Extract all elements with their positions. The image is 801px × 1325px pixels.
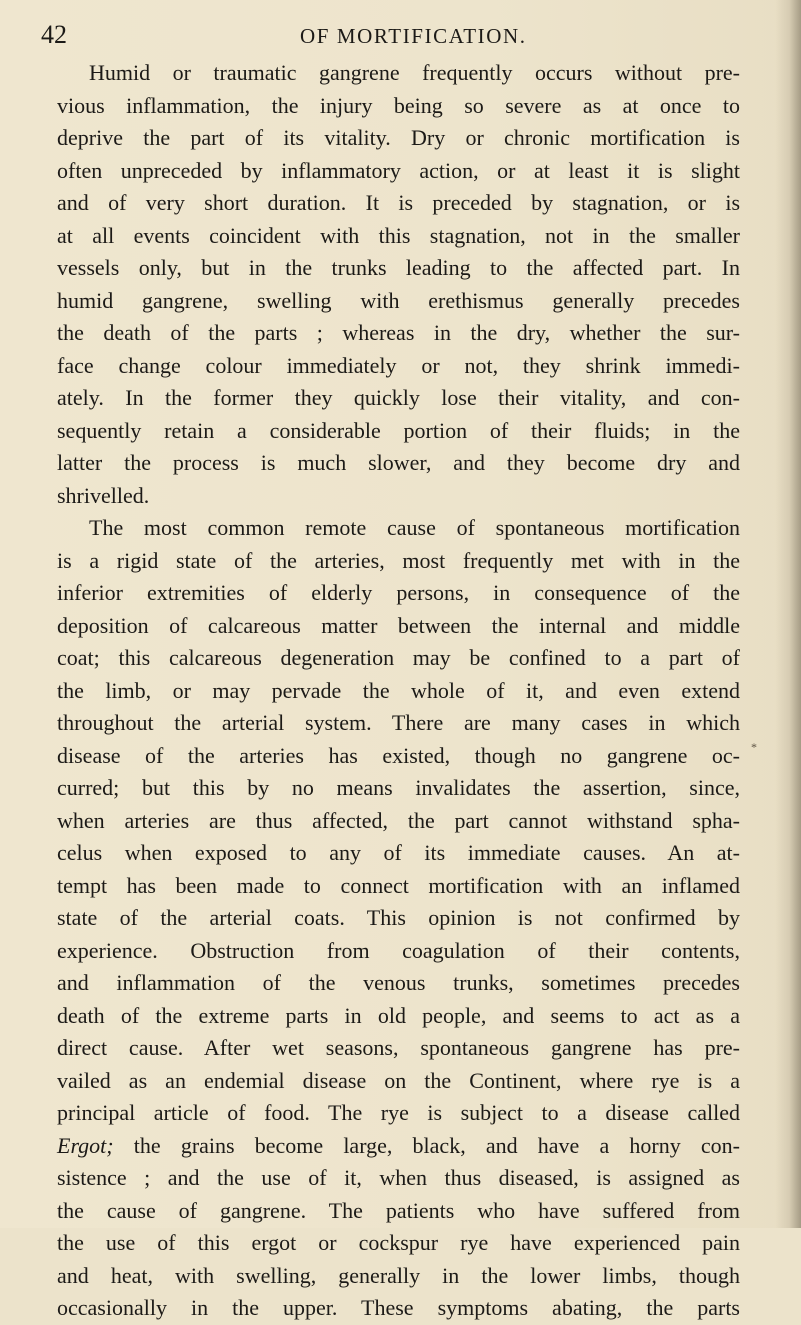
text-line: coat; this calcareous degeneration may be confined to a part of (57, 645, 740, 670)
text-line: vious inflammation, the injury being so severe as at once to (57, 92, 740, 118)
text-line: and of very short duration. It is preceded by stagnation, or is (57, 190, 740, 215)
body-text (57, 57, 740, 1325)
text-line: occasionally in the upper. These symptoms abating, the parts (57, 1295, 740, 1320)
page-edge-shadow (775, 0, 801, 1228)
text-line: sequently retain a considerable portion of their fluids; in the (57, 417, 740, 443)
text-line: direct cause. After wet seasons, spontaneous gangrene has pre- (57, 1035, 740, 1060)
text-line: throughout the arterial system. There are many cases in which (57, 710, 740, 735)
text-line: death of the extreme parts in old people, and seems to act as a (57, 1002, 740, 1028)
text-line: celus when exposed to any of its immediate causes. An at- (57, 840, 740, 865)
marginal-asterisk: * (751, 740, 757, 754)
text-line: Ergot; the grains become large, black, and have a horny con- (57, 1132, 740, 1158)
text-line: the death of the parts ; whereas in the dry, whether the sur- (57, 320, 740, 345)
text-line: at all events coincident with this stagnation, not in the smaller (57, 222, 740, 248)
text-line: disease of the arteries has existed, though no gangrene oc- (57, 742, 740, 768)
running-head: OF MORTIFICATION. (300, 24, 527, 48)
text-line: curred; but this by no means invalidates the assertion, since, (57, 775, 740, 800)
text-line: is a rigid state of the arteries, most frequently met with in the (57, 547, 740, 573)
text-line: The most common remote cause of spontaneous mortification (89, 515, 740, 540)
text-line: humid gangrene, swelling with erethismus generally precedes (57, 287, 740, 313)
text-line: the use of this ergot or cockspur rye have experienced pain (57, 1230, 740, 1255)
text-line: Humid or traumatic gangrene frequently occurs without pre- (89, 60, 740, 85)
text-line: when arteries are thus affected, the part cannot withstand spha- (57, 807, 740, 833)
page-number: 42 (41, 20, 67, 49)
text-line: and heat, with swelling, generally in the lower limbs, though (57, 1262, 740, 1288)
text-line: shrivelled. (57, 482, 150, 508)
text-line: and inflammation of the venous trunks, sometimes precedes (57, 970, 740, 995)
page-header (0, 20, 801, 60)
text-line: the limb, or may pervade the whole of it, and even extend (57, 677, 740, 703)
text-line: sistence ; and the use of it, when thus diseased, is assigned as (57, 1165, 740, 1190)
text-line: deprive the part of its vitality. Dry or chronic mortification is (57, 125, 740, 150)
text-line: vailed as an endemial disease on the Continent, where rye is a (57, 1067, 740, 1093)
text-line: the cause of gangrene. The patients who have suffered from (57, 1197, 740, 1223)
text-line: experience. Obstruction from coagulation of their contents, (57, 937, 740, 963)
text-line: face change colour immediately or not, they shrink immedi- (57, 352, 740, 378)
text-line: inferior extremities of elderly persons, in consequence of the (57, 580, 740, 605)
text-line: latter the process is much slower, and they become dry and (57, 450, 740, 475)
text-line: tempt has been made to connect mortification with an inflamed (57, 872, 740, 898)
text-line: principal article of food. The rye is subject to a disease called (57, 1100, 740, 1125)
text-line: deposition of calcareous matter between the internal and middle (57, 612, 740, 638)
text-line: ately. In the former they quickly lose their vitality, and con- (57, 385, 740, 410)
text-line: vessels only, but in the trunks leading to the affected part. In (57, 255, 740, 280)
text-line: state of the arterial coats. This opinion is not confirmed by (57, 905, 740, 930)
text-line: often unpreceded by inflammatory action, or at least it is slight (57, 157, 740, 183)
